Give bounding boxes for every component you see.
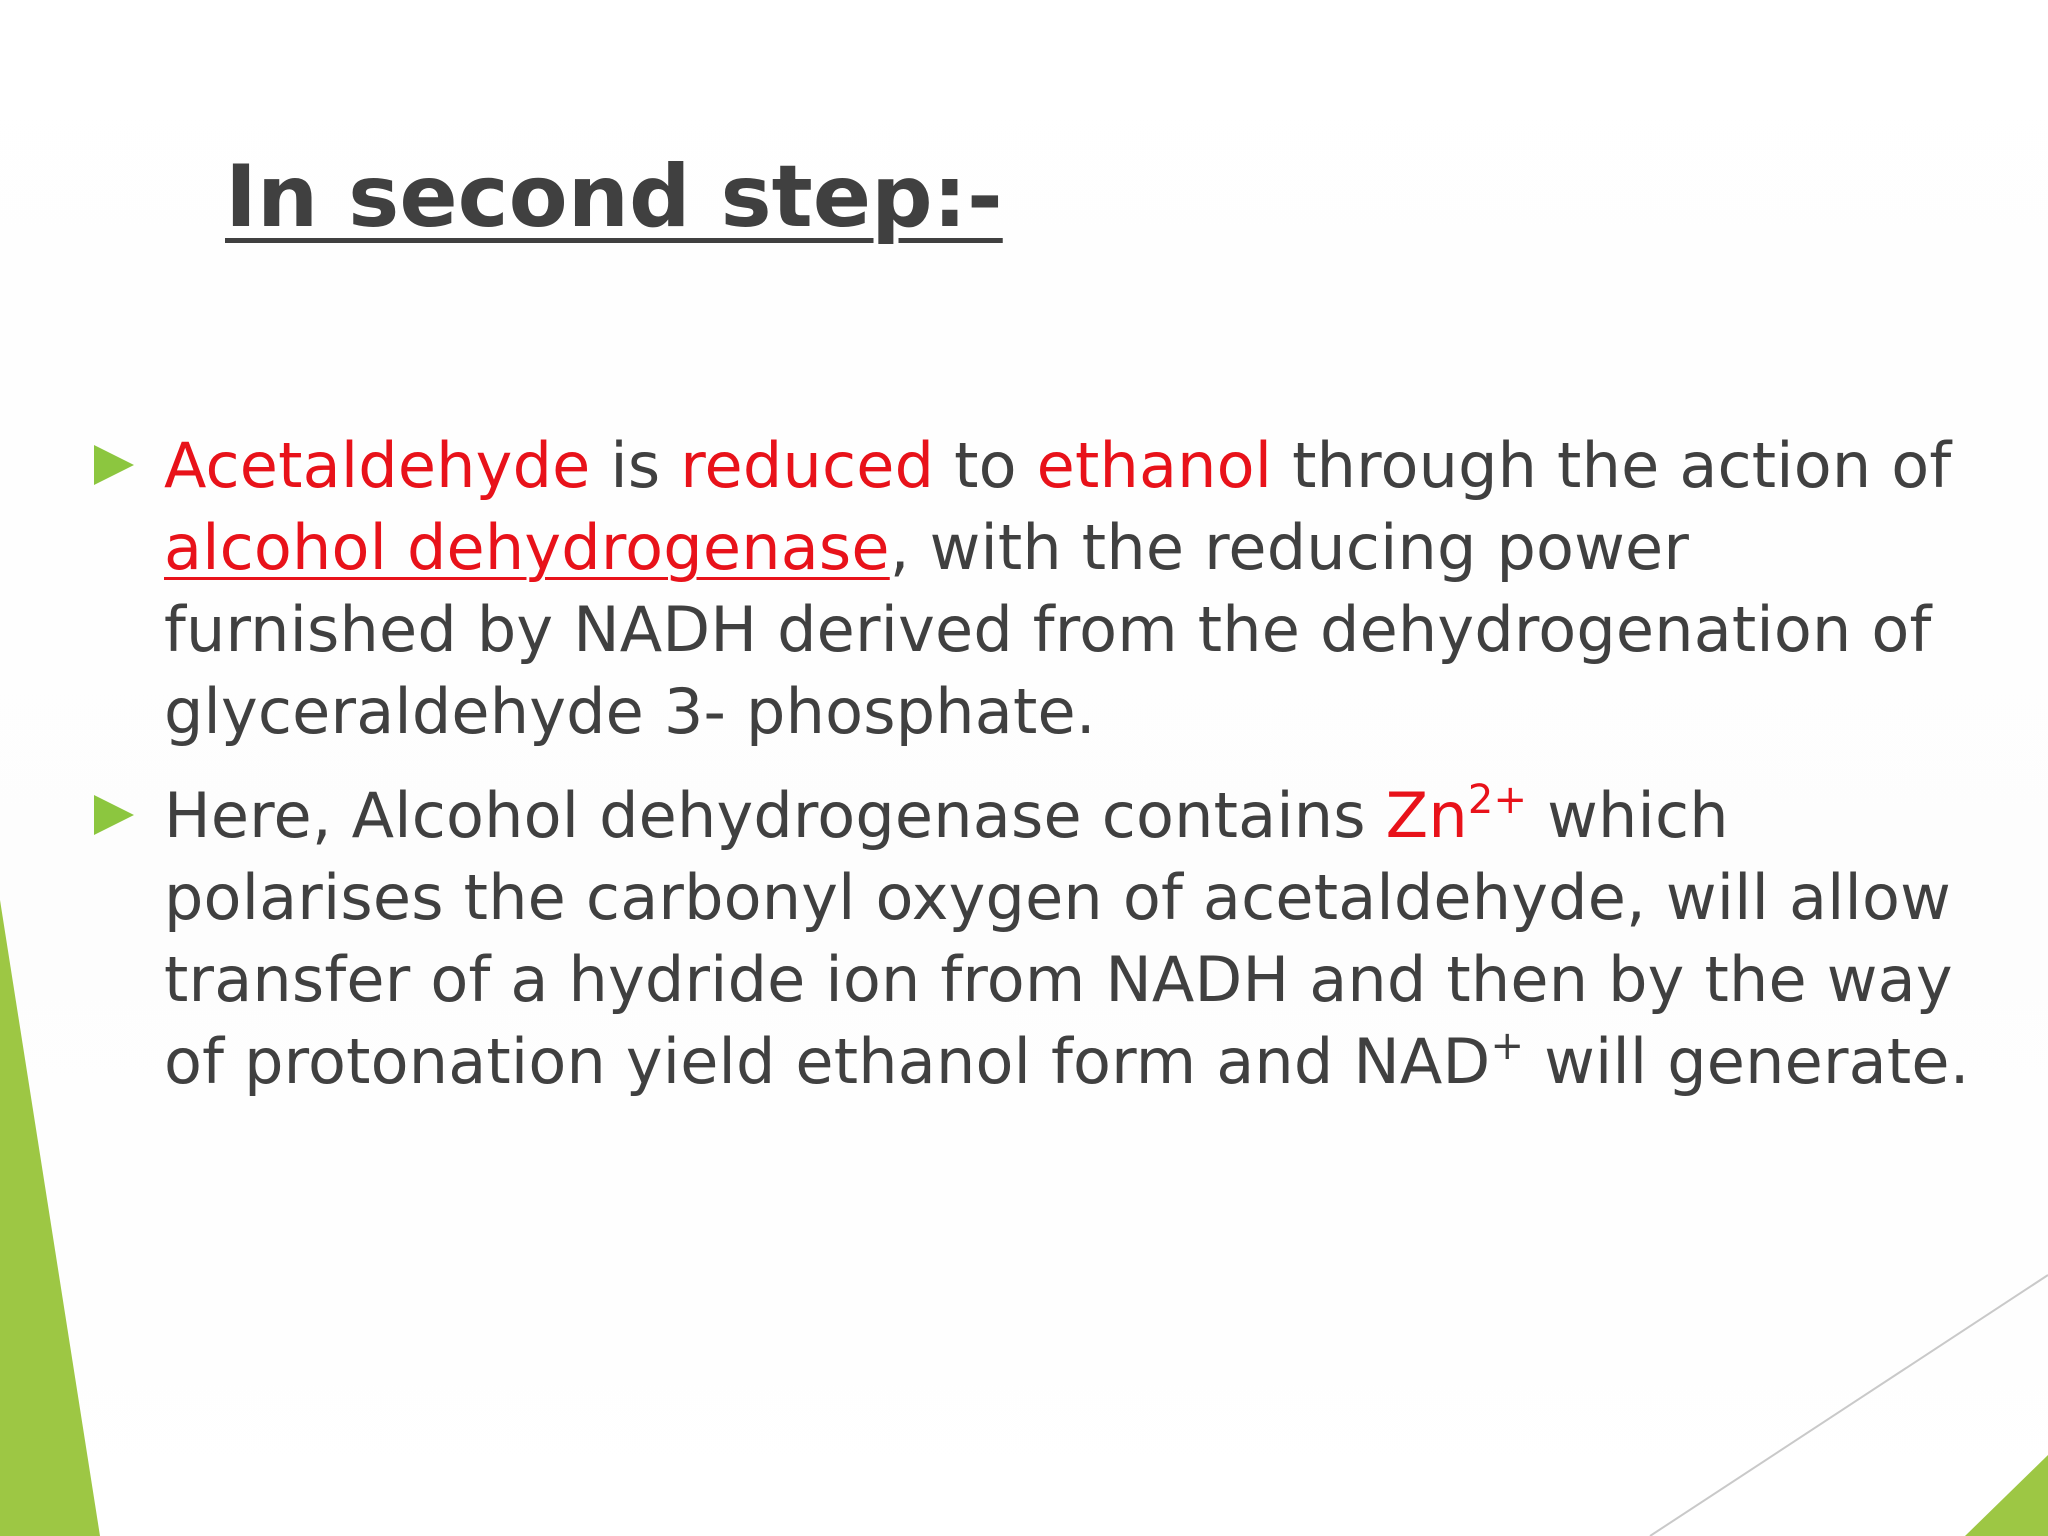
text-segment: is xyxy=(590,429,681,502)
triangle-bullet-icon xyxy=(94,795,134,835)
term-reduced: reduced xyxy=(680,429,935,502)
term-acetaldehyde: Acetaldehyde xyxy=(164,429,591,502)
bullet-item-acetaldehyde-reduction xyxy=(0,425,2048,753)
corner-diagonal-line xyxy=(1650,1275,2048,1536)
bullet-text xyxy=(164,425,1994,753)
text-segment: will generate. xyxy=(1524,1025,1970,1098)
triangle-bullet-icon xyxy=(94,445,134,485)
bullet-item-zinc-mechanism xyxy=(0,775,2048,1103)
term-zinc xyxy=(1386,779,1528,852)
nad-charge: + xyxy=(1490,1023,1525,1069)
term-ethanol: ethanol xyxy=(1036,429,1273,502)
term-alcohol-dehydrogenase: alcohol dehydrogenase xyxy=(164,511,890,584)
bullet-text xyxy=(164,775,1994,1103)
bullet-list xyxy=(0,425,2048,1125)
text-segment: which polarises the carbonyl oxygen of acetaldehyde, will allow transfer of a hydride ion from NADH and then by the way of protonation yield ethanol form and NAD xyxy=(164,779,1953,1098)
text-segment: , with the reducing power furnished by NADH derived from the dehydrogenation of glyceraldehyde 3- phosphate. xyxy=(164,511,1932,748)
bottom-right-green-accent-shape xyxy=(1965,1455,2048,1536)
text-segment: to xyxy=(934,429,1037,502)
text-segment: through the action of xyxy=(1272,429,1952,502)
text-segment: Here, Alcohol dehydrogenase contains xyxy=(164,779,1386,852)
zinc-charge: 2+ xyxy=(1467,777,1528,823)
zinc-symbol: Zn xyxy=(1385,779,1468,852)
slide-title: In second step:- xyxy=(225,147,1003,247)
